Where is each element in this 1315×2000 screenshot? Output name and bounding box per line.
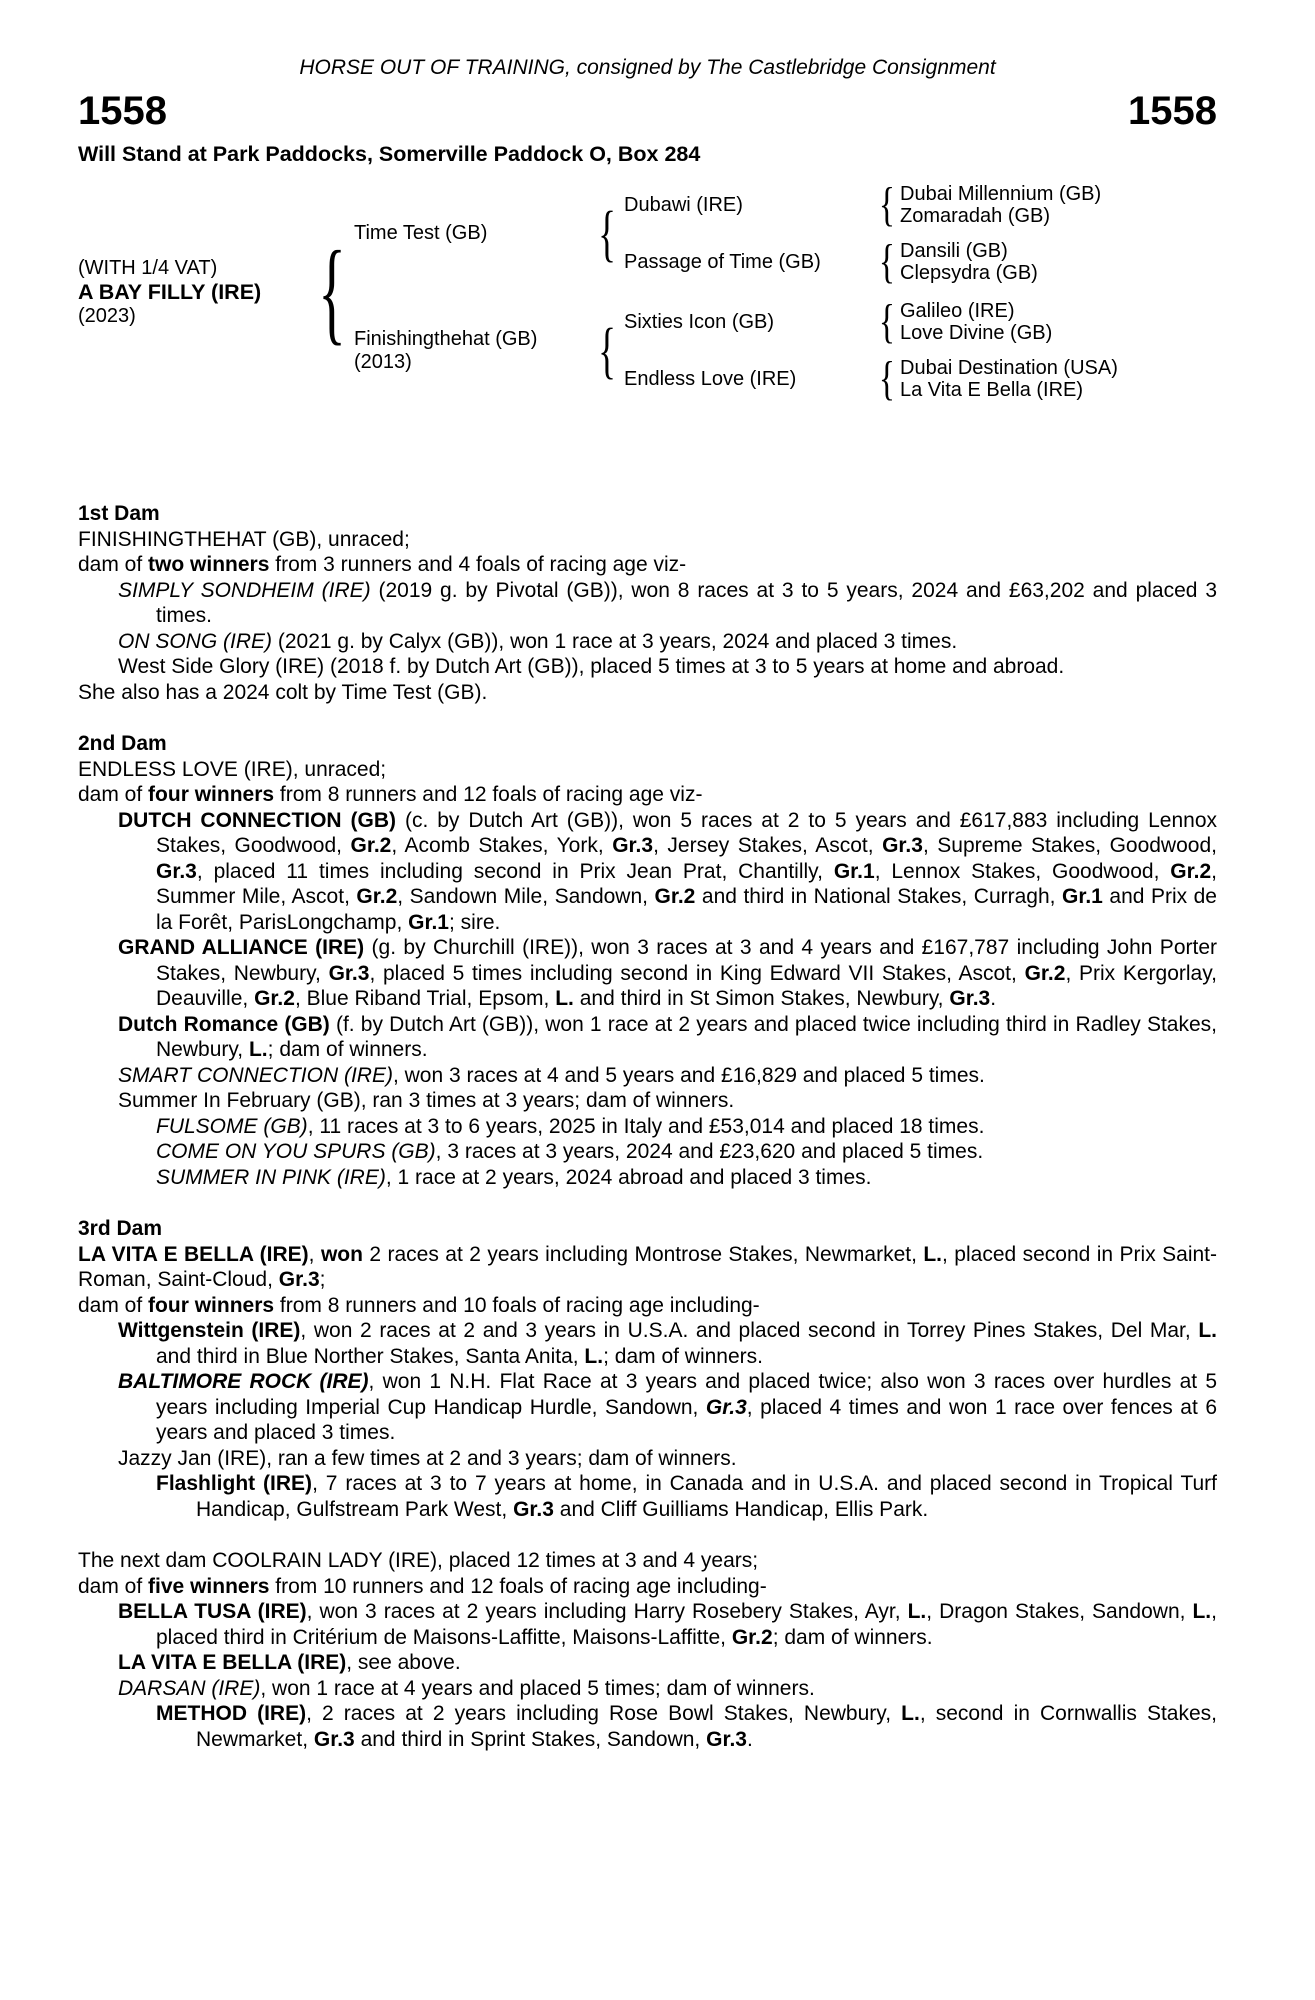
paragraph (78, 1114, 1217, 1140)
consignment-header: HORSE OUT OF TRAINING, consigned by The Castlebridge Consignment (299, 56, 996, 79)
text-run: (f. by Dutch Art (GB)), won 1 race at 2 years and placed twice including third in Radley Stakes, Newbury, (156, 1012, 1217, 1061)
text-run: L. (248, 1038, 268, 1061)
text-run: Gr.2 (654, 885, 696, 908)
text-run: Summer In February (GB), ran 3 times at 3 years; dam of winners. (118, 1089, 735, 1112)
text-run: ; (319, 1268, 326, 1291)
text-run: LA VITA E BELLA (IRE) (118, 1651, 347, 1674)
text-run: Gr.2 (731, 1625, 773, 1649)
text-run: five winners (148, 1574, 270, 1598)
paragraph (78, 654, 1217, 680)
paragraph (78, 935, 1217, 1012)
text-run: won (320, 1242, 363, 1266)
great-grandparents (900, 183, 1101, 227)
text-run: ; dam of winners. (603, 1344, 763, 1368)
text-run: Gr.3 (328, 961, 370, 985)
text-run: The next dam COOLRAIN LADY (IRE), placed 12 times at 3 and 4 years; (78, 1549, 759, 1572)
text-run: Gr.2 (1024, 961, 1066, 985)
paragraph (78, 782, 1217, 808)
text-run: , Sandown Mile, Sandown, (397, 885, 655, 908)
paragraph (78, 1574, 1217, 1600)
text-run: , 3 races at 3 years, 2024 and £23,620 and placed 5 times. (435, 1140, 984, 1163)
ancestor-name: Dubai Millennium (GB) (900, 183, 1102, 205)
text-run: FINISHINGTHEHAT (GB), unraced; (78, 527, 410, 551)
ancestor-name: Dubai Destination (USA) (900, 357, 1118, 379)
text-run: from 10 runners and 12 foals of racing age including- (269, 1574, 767, 1598)
text-run: (c. by Dutch Art (GB)), won 5 races at 2 to 5 years and £617,883 including Lennox Stakes, Goodwood, (156, 808, 1217, 857)
paragraph (78, 680, 1217, 706)
text-run: , 2 races at 2 years including Rose Bowl Stakes, Newbury, (306, 1702, 902, 1725)
text-run: ENDLESS LOVE (IRE), unraced; (78, 757, 387, 781)
paragraph (78, 1446, 1217, 1472)
brace-icon: { (598, 199, 616, 268)
paragraph (78, 1369, 1217, 1446)
maternal-granddam-block (624, 352, 1118, 405)
text-run: , 1 race at 2 years, 2024 abroad and placed 3 times. (385, 1165, 872, 1189)
sire-name: Time Test (GB) (354, 222, 488, 244)
text-run: . (990, 987, 997, 1010)
paragraph (78, 1088, 1217, 1114)
maternal-grandsire-block (624, 295, 1118, 348)
text-run: , won 1 race at 4 years and placed 5 times; dam of winners. (260, 1676, 815, 1700)
text-run: and Cliff Guilliams Handicap, Ellis Park. (553, 1497, 929, 1521)
text-run: , placed second in Prix Saint-Roman, Saint-Cloud, (78, 1242, 1218, 1291)
text-run: , Supreme Stakes, Goodwood, (922, 834, 1217, 857)
lot-number-row (78, 89, 1217, 133)
paternal-granddam-name: Passage of Time (GB) (624, 250, 821, 273)
dam-name-block (354, 328, 590, 374)
text-run: DARSAN (IRE) (118, 1676, 261, 1700)
text-run: and third in St Simon Stakes, Newbury, (573, 987, 950, 1010)
brace-icon: { (598, 316, 616, 385)
paragraph (78, 1650, 1217, 1676)
brace-icon: { (878, 235, 896, 288)
paragraph (78, 1012, 1217, 1063)
text-run: ON SONG (IRE) (118, 629, 273, 653)
text-run: two winners (148, 553, 270, 576)
text-run: Gr.3 (705, 1395, 747, 1419)
text-run: METHOD (IRE) (156, 1702, 307, 1725)
text-run: L. (1192, 1600, 1212, 1623)
text-run: , Prix Kergorlay, Deauville, (156, 961, 1217, 1010)
text-run: , placed 5 times including second in King Edward VII Stakes, Ascot, (369, 961, 1025, 985)
text-run: , 7 races at 3 to 7 years at home, in Canada and in U.S.A. and placed second in Tropical Turf Handicap, Gulfstream Park West, (196, 1472, 1217, 1521)
text-run: and third in National Stakes, Curragh, (695, 885, 1062, 908)
dam-parents (624, 295, 1118, 405)
text-run: LA VITA E BELLA (IRE) (78, 1242, 309, 1266)
text-run: from 3 runners and 4 foals of racing age viz- (269, 553, 687, 576)
text-run: from 8 runners and 12 foals of racing age viz- (274, 783, 703, 806)
paternal-granddam-block (624, 235, 1101, 288)
catalogue-body (78, 501, 1217, 1752)
lot-number-left: 1558 (78, 89, 167, 133)
paragraph (78, 1242, 1217, 1293)
text-run: Gr.3 (513, 1497, 554, 1521)
ancestor-name: Clepsydra (GB) (900, 262, 1038, 284)
text-run: COME ON YOU SPURS (GB) (156, 1140, 436, 1163)
ancestor-name: Dansili (GB) (900, 240, 1008, 262)
paternal-grandsire-block (624, 178, 1102, 231)
paragraph (78, 1701, 1217, 1752)
text-run: Jazzy Jan (IRE), ran a few times at 2 and 3 years; dam of winners. (118, 1446, 737, 1470)
brace-icon: { (878, 295, 896, 348)
paragraph (78, 1293, 1217, 1319)
text-run: and third in Sprint Stakes, Sandown, (354, 1727, 707, 1751)
text-run: ; dam of winners. (772, 1625, 933, 1649)
text-run: Dutch Romance (GB) (118, 1012, 330, 1036)
text-run: Gr.3 (156, 859, 197, 883)
paragraph (78, 1165, 1217, 1191)
sire-block (354, 178, 1118, 288)
ancestor-name: Love Divine (GB) (900, 322, 1053, 344)
pedigree-section (78, 731, 1217, 1190)
text-run: L. (555, 987, 574, 1010)
text-run: , won 3 races at 2 years including Harry Rosebery Stakes, Ayr, (306, 1600, 908, 1623)
paragraph (78, 1599, 1217, 1650)
paragraph (78, 757, 1217, 783)
lot-number-right: 1558 (1128, 89, 1217, 133)
text-run: BALTIMORE ROCK (IRE) (118, 1370, 369, 1393)
brace-icon: { (878, 352, 896, 405)
paragraph (78, 1471, 1217, 1522)
great-grandparents (900, 357, 1118, 401)
pedigree-table (78, 178, 1217, 405)
sire-parents (624, 178, 1102, 288)
great-grandparents (900, 240, 1038, 284)
pedigree-gen1 (354, 178, 1118, 405)
paragraph (78, 1139, 1217, 1165)
text-run: (g. by Churchill (IRE)), won 3 races at 3 and 4 years and £167,787 including John Porter Stakes, Newbury, (156, 936, 1217, 985)
paternal-grandsire-name: Dubawi (IRE) (624, 193, 743, 216)
text-run: and Prix de la Forêt, ParisLongchamp, (156, 885, 1217, 934)
text-run: Wittgenstein (IRE) (118, 1319, 301, 1342)
paragraph (78, 527, 1217, 553)
dam-year: (2013) (354, 350, 412, 373)
paragraph (78, 1318, 1217, 1369)
text-run: Gr.1 (1062, 885, 1103, 908)
text-run: Gr.3 (612, 834, 654, 857)
text-run: SIMPLY SONDHEIM (IRE) (118, 578, 371, 602)
text-run: , won 1 N.H. Flat Race at 3 years and placed twice; also won 3 races over hurdles at 5 years including Imperial Cup Handicap Hurdle, Sandown, (156, 1370, 1217, 1419)
text-run: She also has a 2024 colt by Time Test (GB). (78, 680, 488, 704)
text-run: Gr.2 (350, 834, 392, 857)
brace-icon: { (318, 228, 346, 356)
pedigree-subject (78, 256, 310, 328)
text-run: dam of (78, 553, 149, 576)
text-run: , Blue Riband Trial, Epsom, (294, 987, 556, 1010)
paragraph (78, 629, 1217, 655)
text-run: , Dragon Stakes, Sandown, (926, 1600, 1193, 1623)
text-run: Gr.1 (408, 910, 449, 934)
subject-name: A BAY FILLY (IRE) (78, 280, 262, 304)
dam-block (354, 295, 1118, 405)
paragraph (78, 1063, 1217, 1089)
ancestor-name: Galileo (IRE) (900, 300, 1015, 322)
text-run: West Side Glory (IRE) (2018 f. by Dutch Art (GB)), placed 5 times at 3 to 5 years at home and abroad. (118, 655, 1065, 678)
paragraph (78, 578, 1217, 629)
text-run: SUMMER IN PINK (IRE) (156, 1165, 386, 1189)
ancestor-name: La Vita E Bella (IRE) (900, 379, 1084, 401)
paragraph (78, 1676, 1217, 1702)
text-run: , Jersey Stakes, Ascot, (653, 834, 883, 857)
text-run: ; dam of winners. (267, 1038, 428, 1061)
text-run: and third in Blue Norther Stakes, Santa Anita, (156, 1344, 585, 1368)
text-run: Gr.1 (833, 859, 875, 883)
section-heading: 1st Dam (78, 502, 160, 525)
text-run: four winners (148, 783, 275, 806)
text-run: DUTCH CONNECTION (GB) (118, 808, 397, 832)
text-run: , Lennox Stakes, Goodwood, (874, 859, 1171, 883)
section-heading: 3rd Dam (78, 1217, 163, 1240)
text-run: Gr.3 (882, 834, 923, 857)
text-run: (2021 g. by Calyx (GB)), won 1 race at 3 years, 2024 and placed 3 times. (272, 629, 958, 653)
text-run: Gr.3 (949, 987, 991, 1010)
text-run: ; sire. (449, 910, 501, 934)
text-run: . (746, 1727, 753, 1751)
text-run: SMART CONNECTION (IRE) (118, 1063, 393, 1087)
text-run: , see above. (346, 1651, 461, 1674)
dam-name: Finishingthehat (GB) (354, 327, 538, 350)
text-run: , second in Cornwallis Stakes, Newmarket, (196, 1702, 1217, 1751)
text-run: (2019 g. by Pivotal (GB)), won 8 races at 3 to 5 years, 2024 and £63,202 and placed 3 times. (156, 578, 1217, 627)
section-heading: 2nd Dam (78, 732, 167, 755)
pedigree-section (78, 501, 1217, 705)
text-run: dam of (78, 1574, 149, 1598)
text-run: from 8 runners and 10 foals of racing age including- (274, 1293, 760, 1317)
great-grandparents (900, 300, 1052, 344)
subject-year: (2023) (78, 305, 136, 327)
brace-icon: { (878, 178, 896, 231)
text-run: dam of (78, 783, 149, 806)
text-run: , placed 4 times and won 1 race over fences at 6 years and placed 3 times. (156, 1395, 1217, 1444)
stand-location-line: Will Stand at Park Paddocks, Somerville Paddock O, Box 284 (78, 142, 701, 166)
pedigree-section (78, 1548, 1217, 1752)
paragraph (78, 1548, 1217, 1574)
vat-note: (WITH 1/4 VAT) (78, 257, 218, 279)
paragraph (78, 808, 1217, 936)
text-run: Gr.3 (278, 1268, 320, 1291)
maternal-grandsire-name: Sixties Icon (GB) (624, 310, 775, 333)
text-run: L. (901, 1702, 920, 1725)
text-run: Gr.3 (313, 1727, 355, 1751)
text-run: Gr.2 (1170, 859, 1212, 883)
text-run: , Acomb Stakes, York, (391, 834, 613, 857)
pedigree-section (78, 1216, 1217, 1522)
text-run: L. (584, 1344, 604, 1368)
text-run: , won 2 races at 2 and 3 years in U.S.A. and placed second in Torrey Pines Stakes, Del Mar, (300, 1319, 1199, 1342)
text-run: Gr.3 (706, 1727, 747, 1751)
text-run: , placed 11 times including second in Prix Jean Prat, Chantilly, (196, 859, 834, 883)
text-run: L. (923, 1242, 943, 1266)
text-run: GRAND ALLIANCE (IRE) (118, 936, 365, 959)
text-run: Gr.2 (356, 885, 398, 908)
text-run: , won 3 races at 4 and 5 years and £16,829 and placed 5 times. (392, 1063, 985, 1087)
text-run: four winners (148, 1293, 275, 1317)
text-run: Gr.2 (254, 987, 295, 1010)
ancestor-name: Zomaradah (GB) (900, 205, 1051, 227)
text-run: , 11 races at 3 to 6 years, 2025 in Italy and £53,014 and placed 18 times. (307, 1114, 985, 1138)
text-run: 2 races at 2 years including Montrose Stakes, Newmarket, (362, 1242, 924, 1266)
text-run: BELLA TUSA (IRE) (118, 1600, 307, 1623)
text-run: L. (1198, 1319, 1217, 1342)
maternal-granddam-name: Endless Love (IRE) (624, 367, 797, 390)
text-run: FULSOME (GB) (156, 1114, 308, 1138)
paragraph (78, 552, 1217, 578)
text-run: , (308, 1242, 321, 1266)
text-run: , Summer Mile, Ascot, (156, 859, 1218, 908)
text-run: , placed third in Critérium de Maisons-Laffitte, Maisons-Laffitte, (156, 1600, 1217, 1649)
text-run: dam of (78, 1293, 149, 1317)
text-run: Flashlight (IRE) (156, 1472, 313, 1495)
text-run: L. (907, 1600, 927, 1623)
